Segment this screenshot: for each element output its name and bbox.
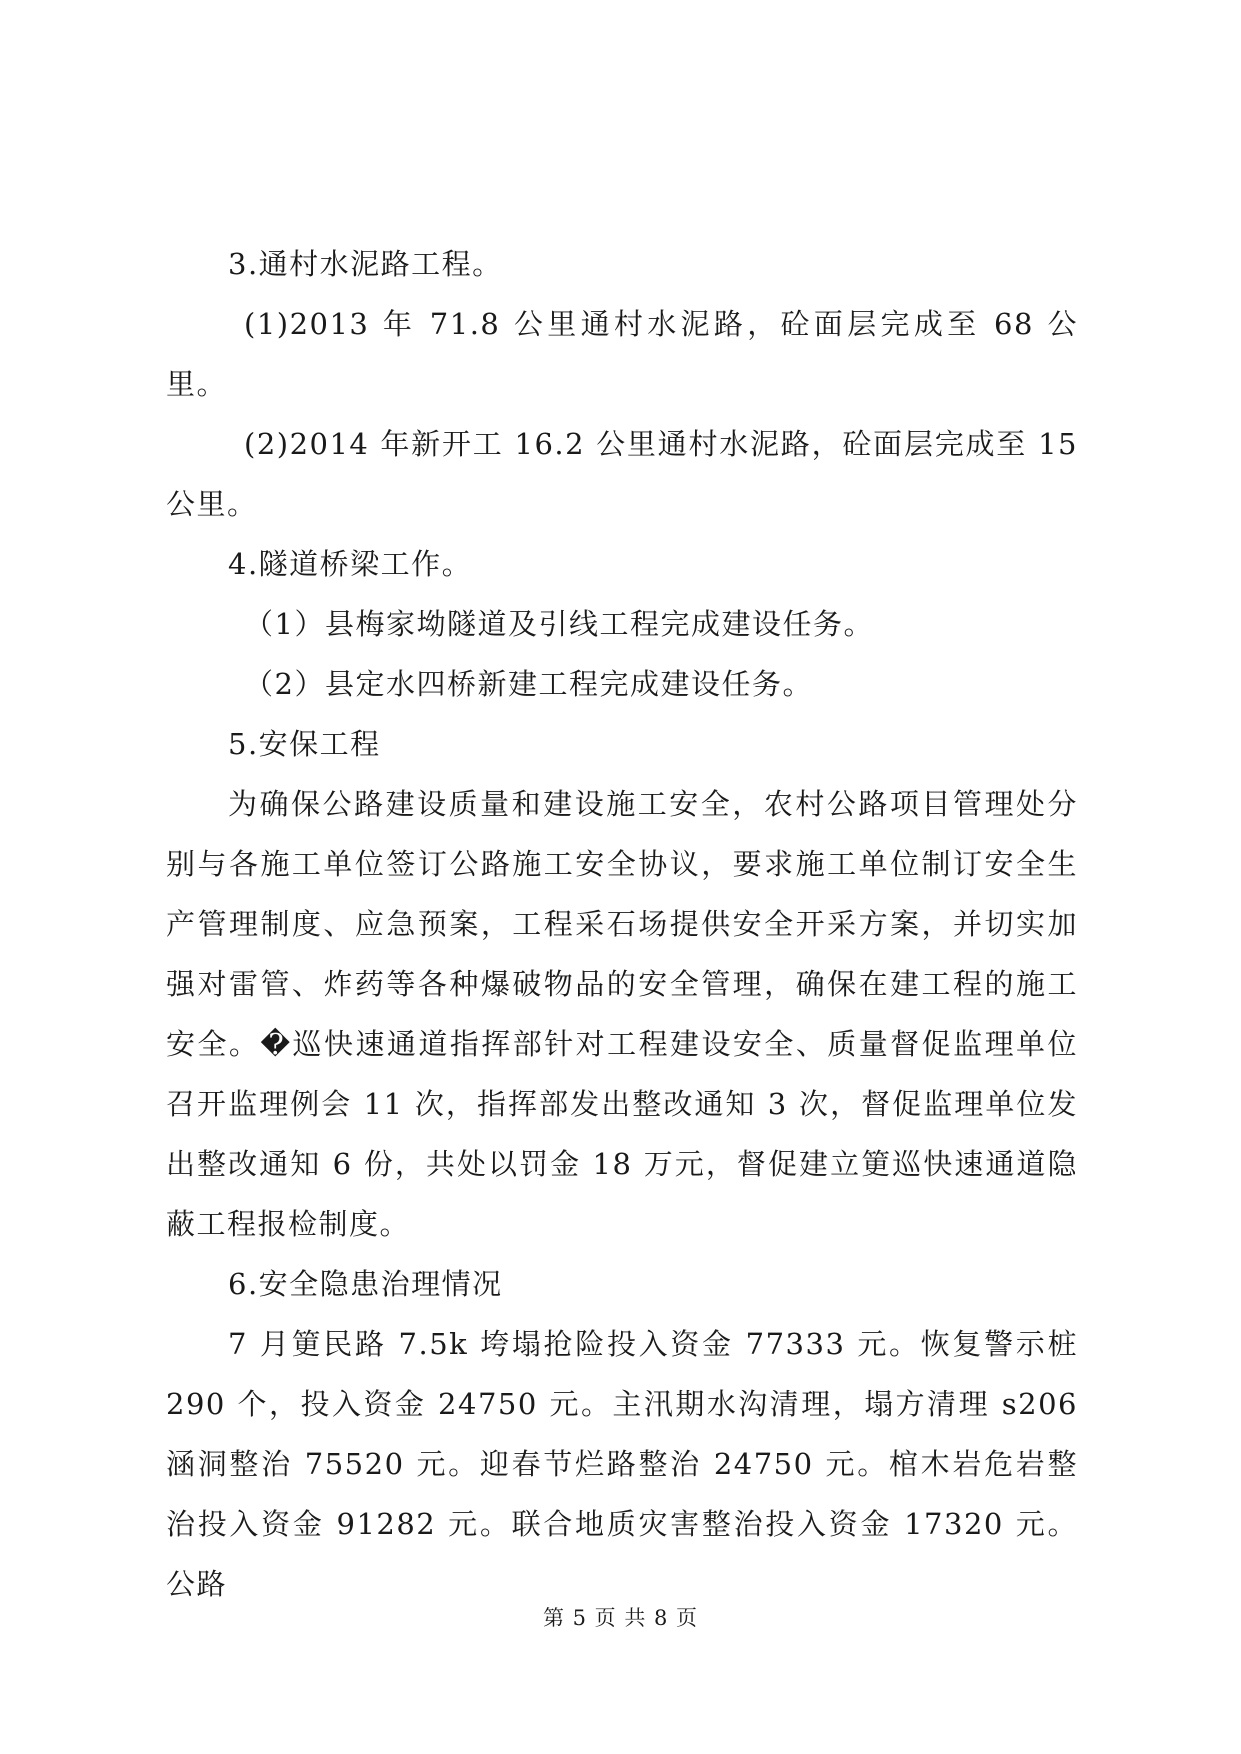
item-meijiaao-tunnel: （1）县梅家坳隧道及引线工程完成建设任务。 — [244, 607, 874, 641]
paragraph-safety-project: 为确保公路建设质量和建设施工安全，农村公路项目管理处分别与各施工单位签订公路施工安全协议，要求施工单位制订安全生产管理制度、应急预案，工程采石场提供安全开采方案，并切实加强对雷管、炸药等各种爆破物品的安全管理，确保在建工程的施工安全。�巡快速通道指挥部针对工程建设安全、质量督促监理单位召开监理例会 11 次，指挥部发出整改通知 3 次，督促监理单位发出整改通知 6 份，共处以罚金 18 万元，督促建立筻巡快速通道隐蔽工程报检制度。 — [166, 787, 1078, 1241]
item-2013-road: (1)2013 年 71.8 公里通村水泥路，砼面层完成至 68 公里。 — [166, 307, 1078, 401]
heading-safety-project: 5.安保工程 — [228, 727, 381, 761]
heading-hazard-treatment: 6.安全隐患治理情况 — [228, 1267, 503, 1301]
paragraph-hazard-treatment: 7 月筻民路 7.5k 垮塌抢险投入资金 77333 元。恢复警示桩 290 个，投入资金 24750 元。主汛期水沟清理，塌方清理 s206 涵洞整治 75520 元。迎春节烂路整治 24750 元。棺木岩危岩整治投入资金 91282 元。联合地质灾害整治投入资金 17320 元。公路 — [166, 1327, 1078, 1601]
item-dingshui-bridge: （2）县定水四桥新建工程完成建设任务。 — [244, 667, 813, 701]
heading-tunnel-bridge: 4.隧道桥梁工作。 — [228, 547, 473, 581]
page-number-footer: 第 5 页 共 8 页 — [542, 1606, 699, 1630]
item-2014-road: (2)2014 年新开工 16.2 公里通村水泥路，砼面层完成至 15 公里。 — [166, 427, 1078, 521]
document-body — [166, 234, 1078, 1614]
heading-cement-road: 3.通村水泥路工程。 — [228, 247, 503, 281]
